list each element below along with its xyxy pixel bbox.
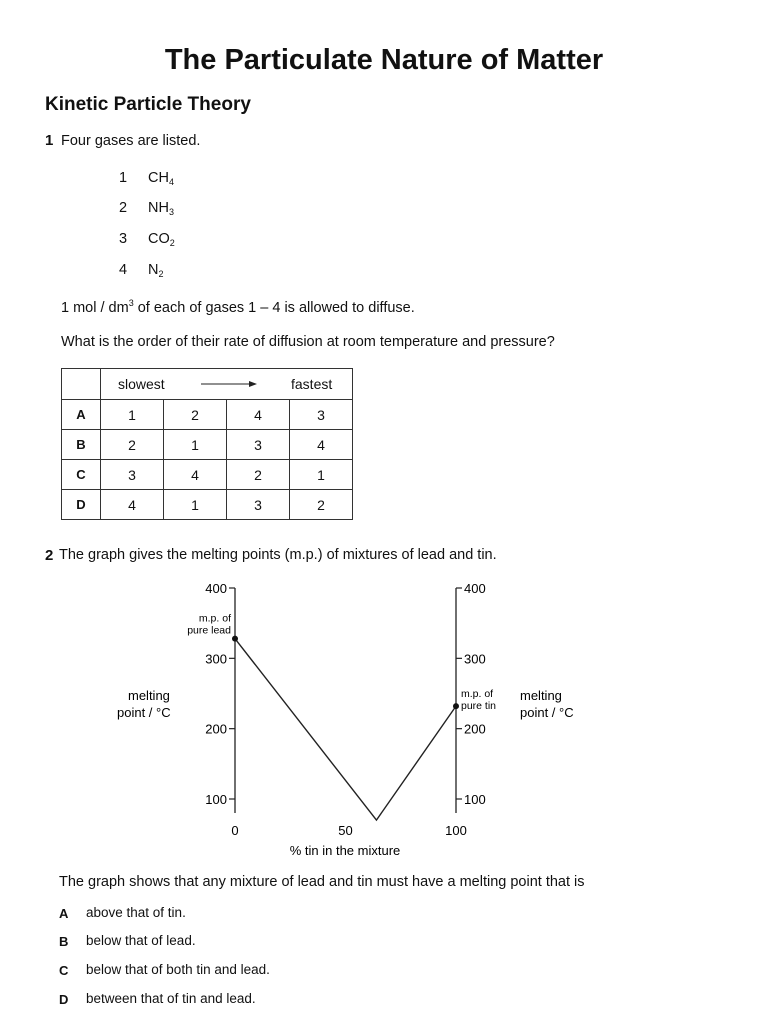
annotation-label-line2: pure lead (187, 624, 231, 637)
gas-list-item: 4 $N_2$ (119, 262, 164, 279)
annotation-label-line1: m.p. of (461, 688, 494, 701)
x-axis-label: % tin in the mixture (289, 843, 401, 858)
table-row: B 2 1 3 4 (62, 430, 353, 460)
y-tick-label-right: 400 (464, 581, 486, 596)
right-axis-label-line2: point / °C (520, 705, 574, 720)
gas-list-item: 1 $CH_4$ (119, 170, 174, 187)
option-c-text: below that of both tin and lead. (86, 962, 270, 977)
annotation-label-line1: m.p. of (198, 612, 231, 625)
melting-point-chart (0, 570, 768, 865)
arrow-right-icon (201, 378, 257, 390)
answer-table (61, 368, 353, 520)
slowest-label: slowest (118, 376, 165, 392)
data-point (232, 636, 238, 642)
y-tick-label-right: 300 (464, 651, 486, 667)
melting-point-line (235, 639, 456, 820)
question-2-number: 2 (45, 547, 54, 564)
page-title: The Particulate Nature of Matter (164, 44, 604, 76)
x-tick-label: 100 (445, 823, 467, 838)
left-axis-label-line2: point / °C (117, 705, 171, 720)
y-tick-label-right: 200 (464, 721, 486, 737)
y-tick-label-left: 100 (205, 792, 227, 807)
question-1-prompt: What is the order of their rate of diffusion at room temperature and pressure? (61, 334, 555, 350)
fastest-label: fastest (291, 376, 333, 392)
answer-table-header (62, 369, 353, 400)
y-tick-label-right: 100 (464, 792, 486, 807)
option-a-text: above that of tin. (86, 905, 186, 920)
option-b-text: below that of lead. (86, 933, 196, 948)
left-axis-label-line1: melting (128, 688, 170, 703)
gas-list-item: 2 $NH_3$ (119, 200, 174, 217)
option-d: D (59, 992, 69, 1007)
section-heading: Kinetic Particle Theory (45, 94, 251, 115)
diffusion-statement: 1 mol / $dm^3$ of each of gases 1 – 4 is allowed to diffuse. (61, 298, 415, 316)
question-2-stem: The graph gives the melting points (m.p.) of mixtures of lead and tin. (59, 547, 497, 563)
annotation-label-line2: pure tin (461, 700, 497, 713)
y-tick-label-left: 300 (205, 651, 227, 667)
gas-list-item: 3 $CO_2$ (119, 231, 175, 248)
y-tick-label-left: 400 (205, 581, 227, 596)
option-b: B (59, 934, 69, 949)
question-1-stem: Four gases are listed. (61, 133, 201, 149)
y-tick-label-left: 200 (205, 721, 227, 737)
option-a: A (59, 906, 69, 921)
table-row: D 4 1 3 2 (62, 490, 353, 520)
table-row: C 3 4 2 1 (62, 460, 353, 490)
question-1-number: 1 (45, 132, 54, 149)
option-c: C (59, 963, 69, 978)
x-tick-label: 50 (338, 823, 353, 838)
x-tick-label: 0 (231, 823, 239, 838)
question-2-prompt: The graph shows that any mixture of lead and tin must have a melting point that is (59, 874, 585, 890)
right-axis-label-line1: melting (520, 688, 562, 703)
data-point (453, 703, 459, 709)
table-row: A 1 2 4 3 (62, 400, 353, 430)
option-d-text: between that of tin and lead. (86, 991, 256, 1006)
